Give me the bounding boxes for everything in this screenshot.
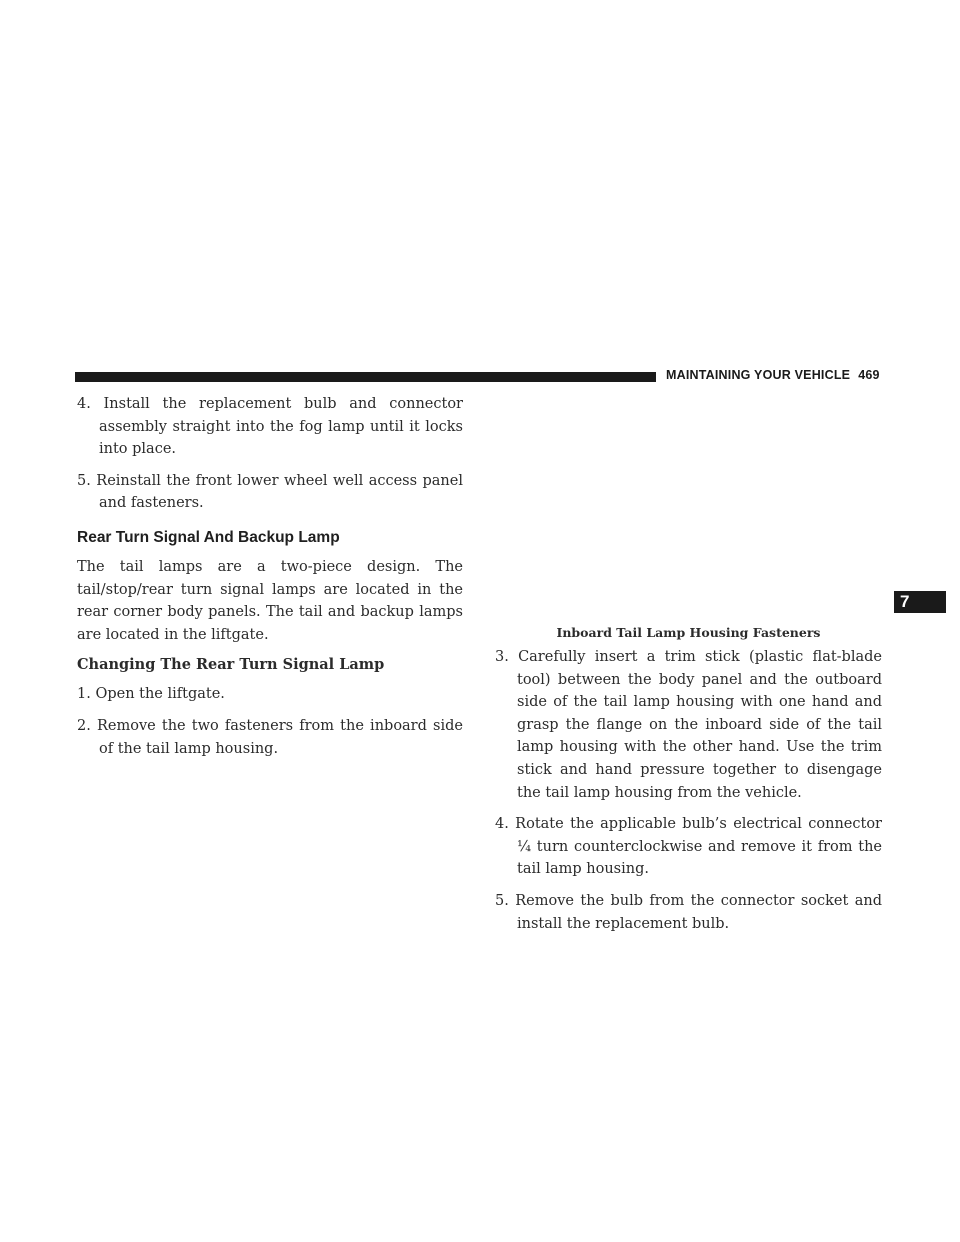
intro-paragraph: The tail lamps are a two-piece design. The tail/stop/rear turn signal lamps are located in the rear corner body panels. The tail and backup lamps are located in the liftgate. xyxy=(77,558,463,643)
section-title: MAINTAINING YOUR VEHICLE xyxy=(666,368,851,382)
step-4: 4. Rotate the applicable bulb’s electrical connector ¼ turn counterclockwise and remove it from the tail lamp housing. xyxy=(495,816,882,878)
step-5: 5. Remove the bulb from the connector socket and install the replacement bulb. xyxy=(495,892,882,932)
left-column xyxy=(77,393,463,769)
section-heading: Rear Turn Signal And Backup Lamp xyxy=(77,528,340,546)
running-header xyxy=(666,368,880,382)
chapter-tab: 7 xyxy=(894,591,946,613)
step-4-fog-lamp: 4. Install the replacement bulb and connector assembly straight into the fog lamp until it locks into place. xyxy=(77,396,463,458)
figure-placeholder xyxy=(495,392,882,614)
step-3: 3. Carefully insert a trim stick (plastic flat-blade tool) between the body panel and the outboard side of the tail lamp housing with one hand and grasp the flange on the inboard side of the tail lamp housing with the other hand. Use the trim stick and hand pressure together to disengage the tail lamp housing from the vehicle. xyxy=(495,649,882,801)
sub-heading: Changing The Rear Turn Signal Lamp xyxy=(77,656,385,674)
step-5-fog-lamp: 5. Reinstall the front lower wheel well access panel and fasteners. xyxy=(77,472,463,512)
right-column xyxy=(495,646,882,944)
step-1: 1. Open the liftgate. xyxy=(77,686,225,703)
step-2: 2. Remove the two fasteners from the inboard side of the tail lamp housing. xyxy=(77,717,463,757)
header-rule xyxy=(75,372,656,382)
figure-caption: Inboard Tail Lamp Housing Fasteners xyxy=(556,625,821,640)
page-number: 469 xyxy=(858,368,880,382)
